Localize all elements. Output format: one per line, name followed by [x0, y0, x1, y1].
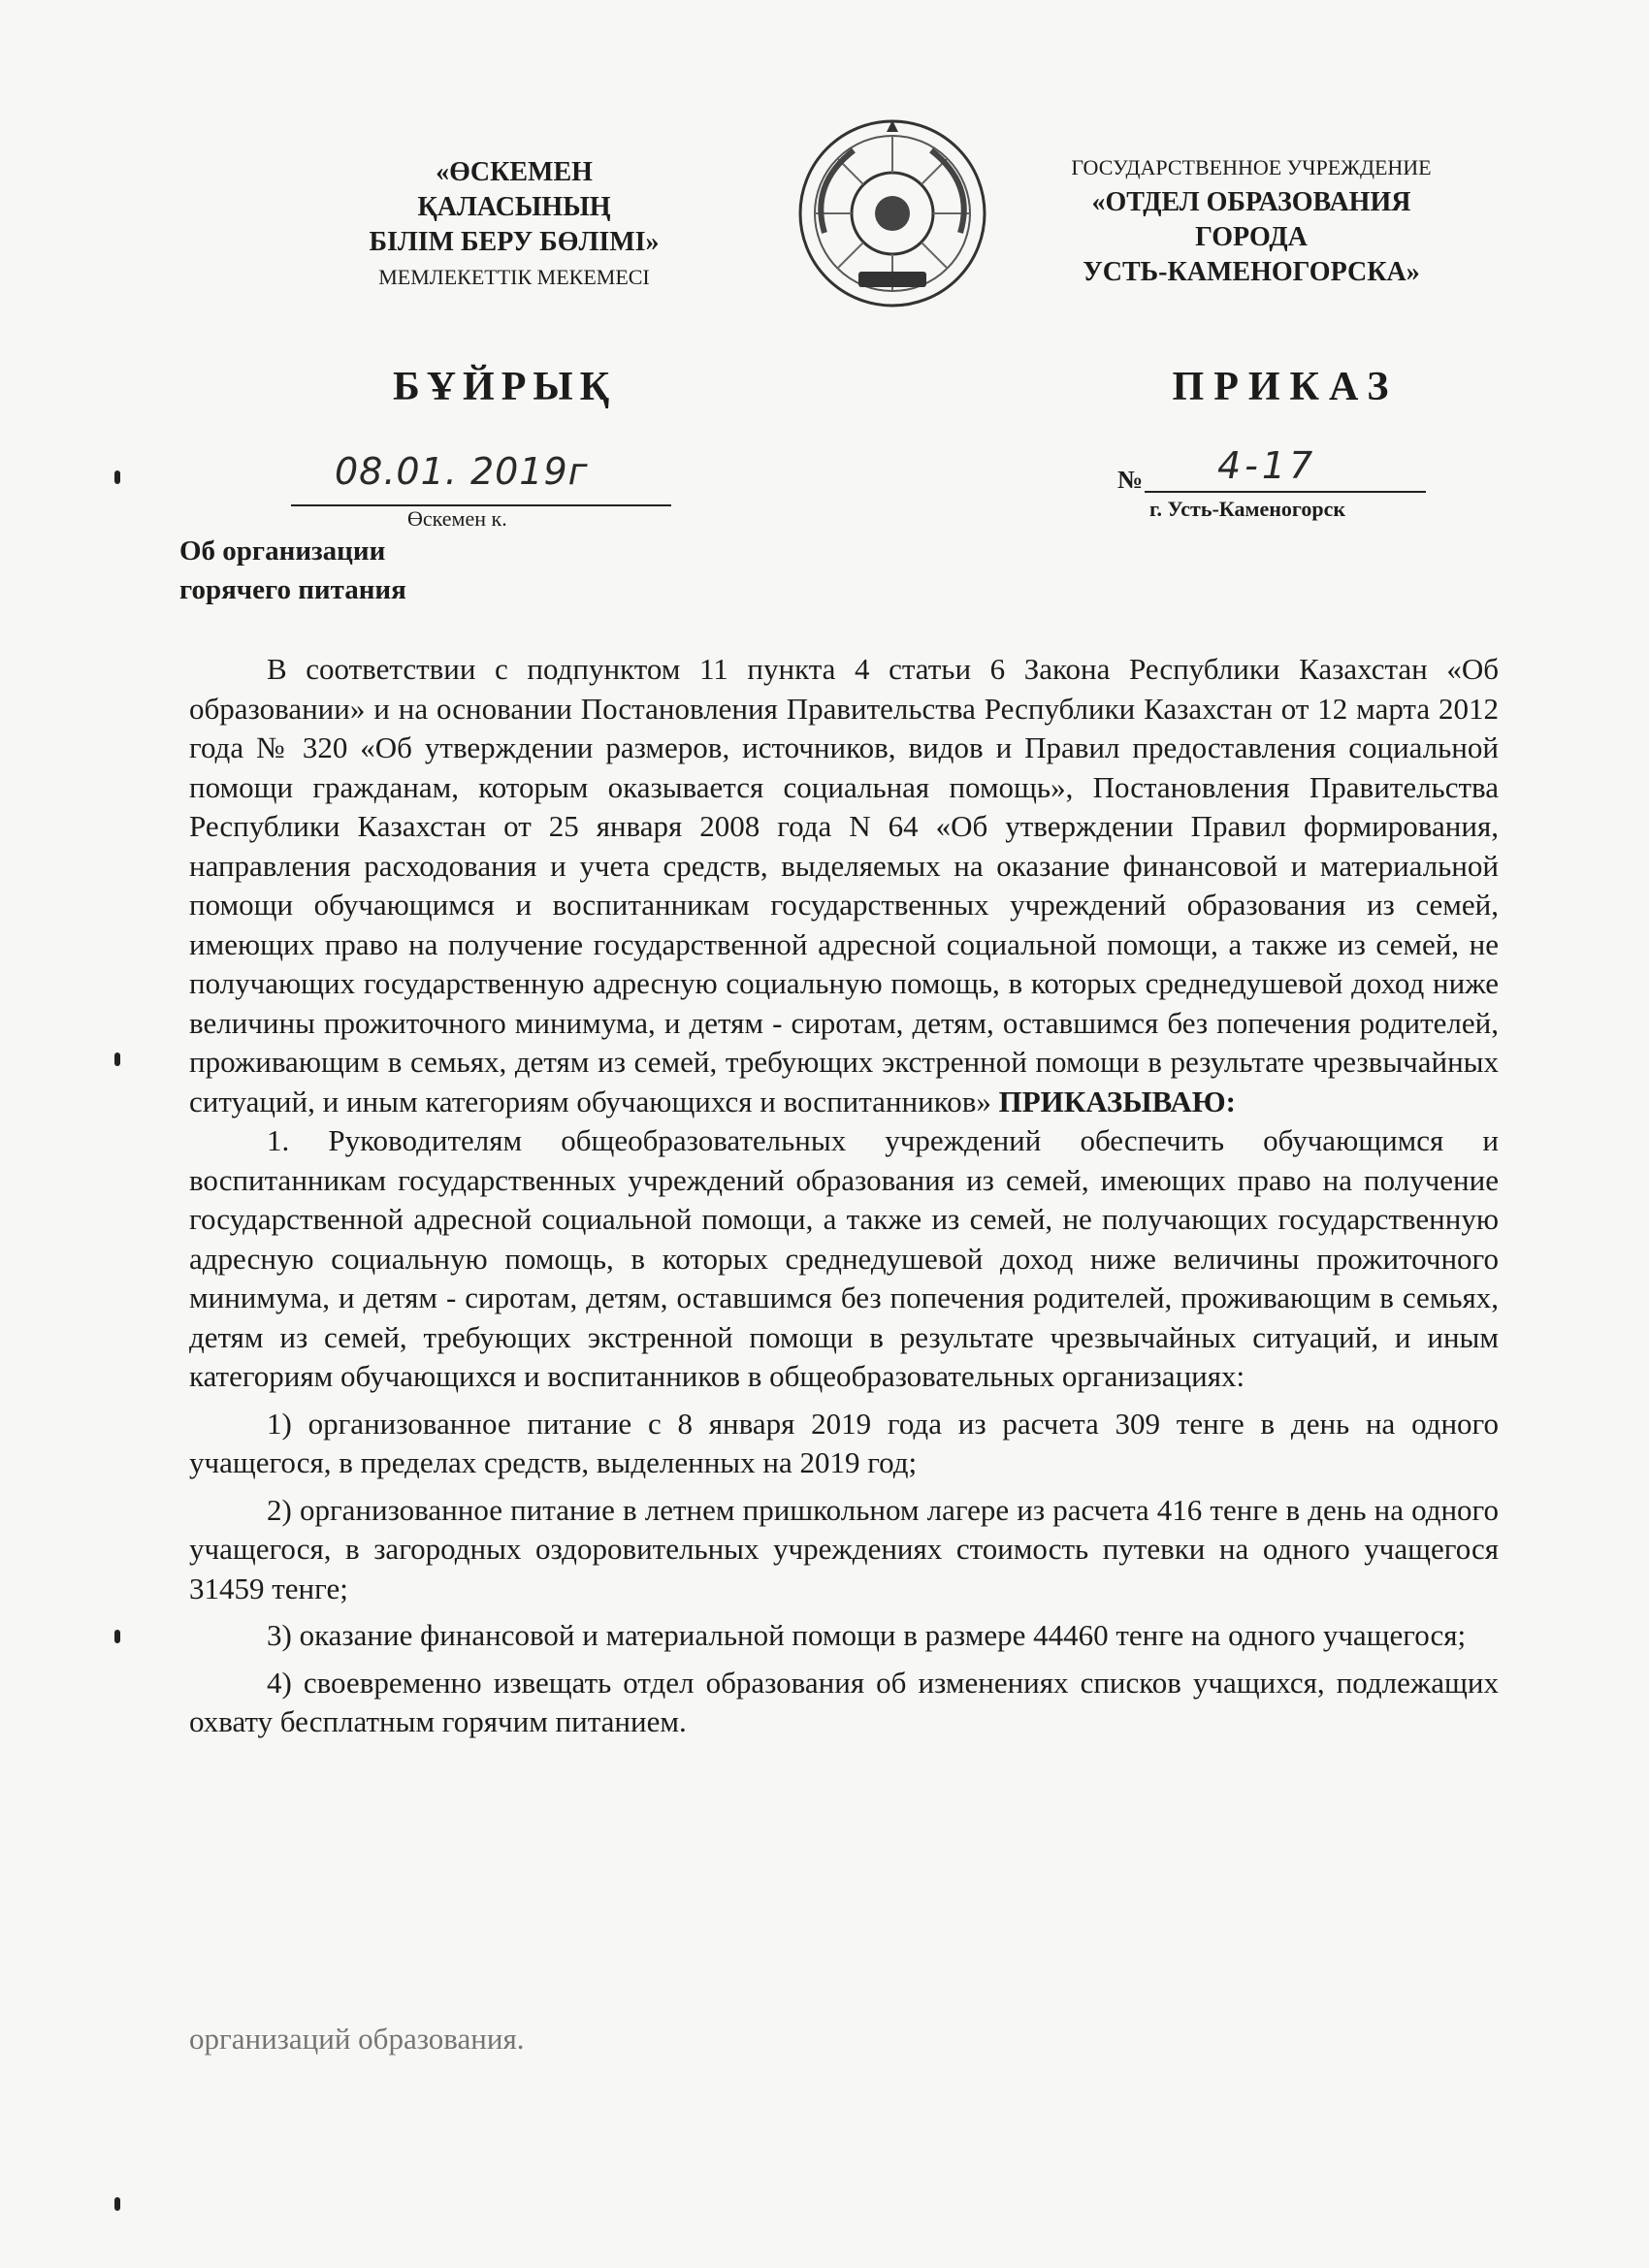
header-left-line: «ӨСКЕМЕН [436, 157, 593, 187]
punch-mark [114, 2197, 120, 2211]
sub-item-4: 4) своевременно извещать отдел образования об изменениях списков учащихся, подлежащих охвату бесплатным горячим питанием. [189, 1665, 1499, 1738]
punch-mark [114, 1053, 120, 1066]
header-left-line: ҚАЛАСЫНЫҢ [417, 192, 611, 222]
punch-mark [114, 1630, 120, 1643]
header-right-line: УСТЬ-КАМЕНОГОРСКА» [1083, 257, 1420, 287]
punch-mark [114, 470, 120, 484]
handwritten-number: 4-17 [1217, 444, 1317, 487]
header-right-russian [1023, 150, 1479, 290]
header-right-line: ГОРОДА [1195, 222, 1308, 252]
header-right-sub: ГОСУДАРСТВЕННОЕ УЧРЕЖДЕНИЕ [1071, 155, 1432, 179]
header-left-sub: МЕМЛЕКЕТТІК МЕКЕМЕСІ [378, 265, 650, 289]
city-russian: г. Усть-Каменогорск [1149, 497, 1346, 521]
order-subject [179, 532, 406, 609]
header-left-line: БІЛІМ БЕРУ БӨЛІМІ» [369, 227, 660, 257]
header-left-kazakh [320, 155, 708, 295]
preamble-text: В соответствии с подпунктом 11 пункта 4 статьи 6 Закона Республики Казахстан «Об образовании» и на основании Постановления Правительства Республики Казахстан от 12 марта 2012 года № 320 «Об утверждении размеров, источников, видов и Правил предоставления социальной помощи гражданам, которым оказывается социальная помощь», Постановления Правительства Республики Казахстан от 25 января 2008 года N 64 «Об утверждении Правил формирования, направления расходования и учета средств, выделяемых на оказание финансовой и материальной помощи обучающимся и воспитанникам государственных учреждений образования из семей, имеющих право на получение государственной адресной социальной помощи, а также из семей, не получающих государственную адресную социальную помощь, в которых среднедушевой доход ниже величины прожиточного минимума, и детям - сиротам, детям, оставшимся без попечения родителей, проживающим в семьях, детям из семей, требующих экстренной помощи в результате чрезвычайных ситуаций, и иным категориям обучающихся и воспитанников» [189, 652, 1499, 1118]
sub-item-1: 1) организованное питание с 8 января 2019 года из расчета 309 тенге в день на одного учащегося, в пределах средств, выделенных на 2019 год; [189, 1406, 1499, 1479]
sub-item-2: 2) организованное питание в летнем пришкольном лагере из расчета 416 тенге в день на одного учащегося, в загородных оздоровительных учреждениях стоимость путевки на одного учащегося 31459 тенге; [189, 1492, 1499, 1605]
city-kazakh: Өскемен к. [407, 506, 507, 531]
header-right-line: «ОТДЕЛ ОБРАЗОВАНИЯ [1091, 187, 1411, 217]
order-body [189, 650, 1499, 1742]
order-word: ПРИКАЗЫВАЮ: [998, 1084, 1236, 1118]
subject-line: Об организации [179, 535, 386, 567]
handwritten-date: 08.01. 2019г [335, 450, 589, 493]
bleed-through-text: организаций образования. [189, 2022, 525, 2056]
title-russian: ПРИКАЗ [1172, 365, 1399, 409]
state-emblem-icon [795, 116, 989, 310]
title-kazakh: БҰЙРЫҚ [392, 365, 617, 409]
number-label: № [1117, 466, 1144, 494]
preamble-paragraph [189, 650, 1499, 1121]
sub-item-3: 3) оказание финансовой и материальной помощи в размере 44460 тенге на одного учащегося; [267, 1618, 1467, 1652]
item-1-paragraph: 1. Руководителям общеобразовательных учреждений обеспечить обучающимся и воспитанникам государственных учреждений образования из семей, имеющих право на получение государственной адресной социальной помощи, а также из семей, не получающих государственную адресную социальную помощь, в которых среднедушевой доход ниже величины прожиточного минимума, и детям - сиротам, детям, оставшимся без попечения родителей, проживающим в семьях, детям из семей, требующих экстренной помощи в результате чрезвычайных ситуаций, и иным категориям обучающихся и воспитанников в общеобразовательных организациях: [189, 1123, 1499, 1393]
subject-line: горячего питания [179, 574, 406, 605]
